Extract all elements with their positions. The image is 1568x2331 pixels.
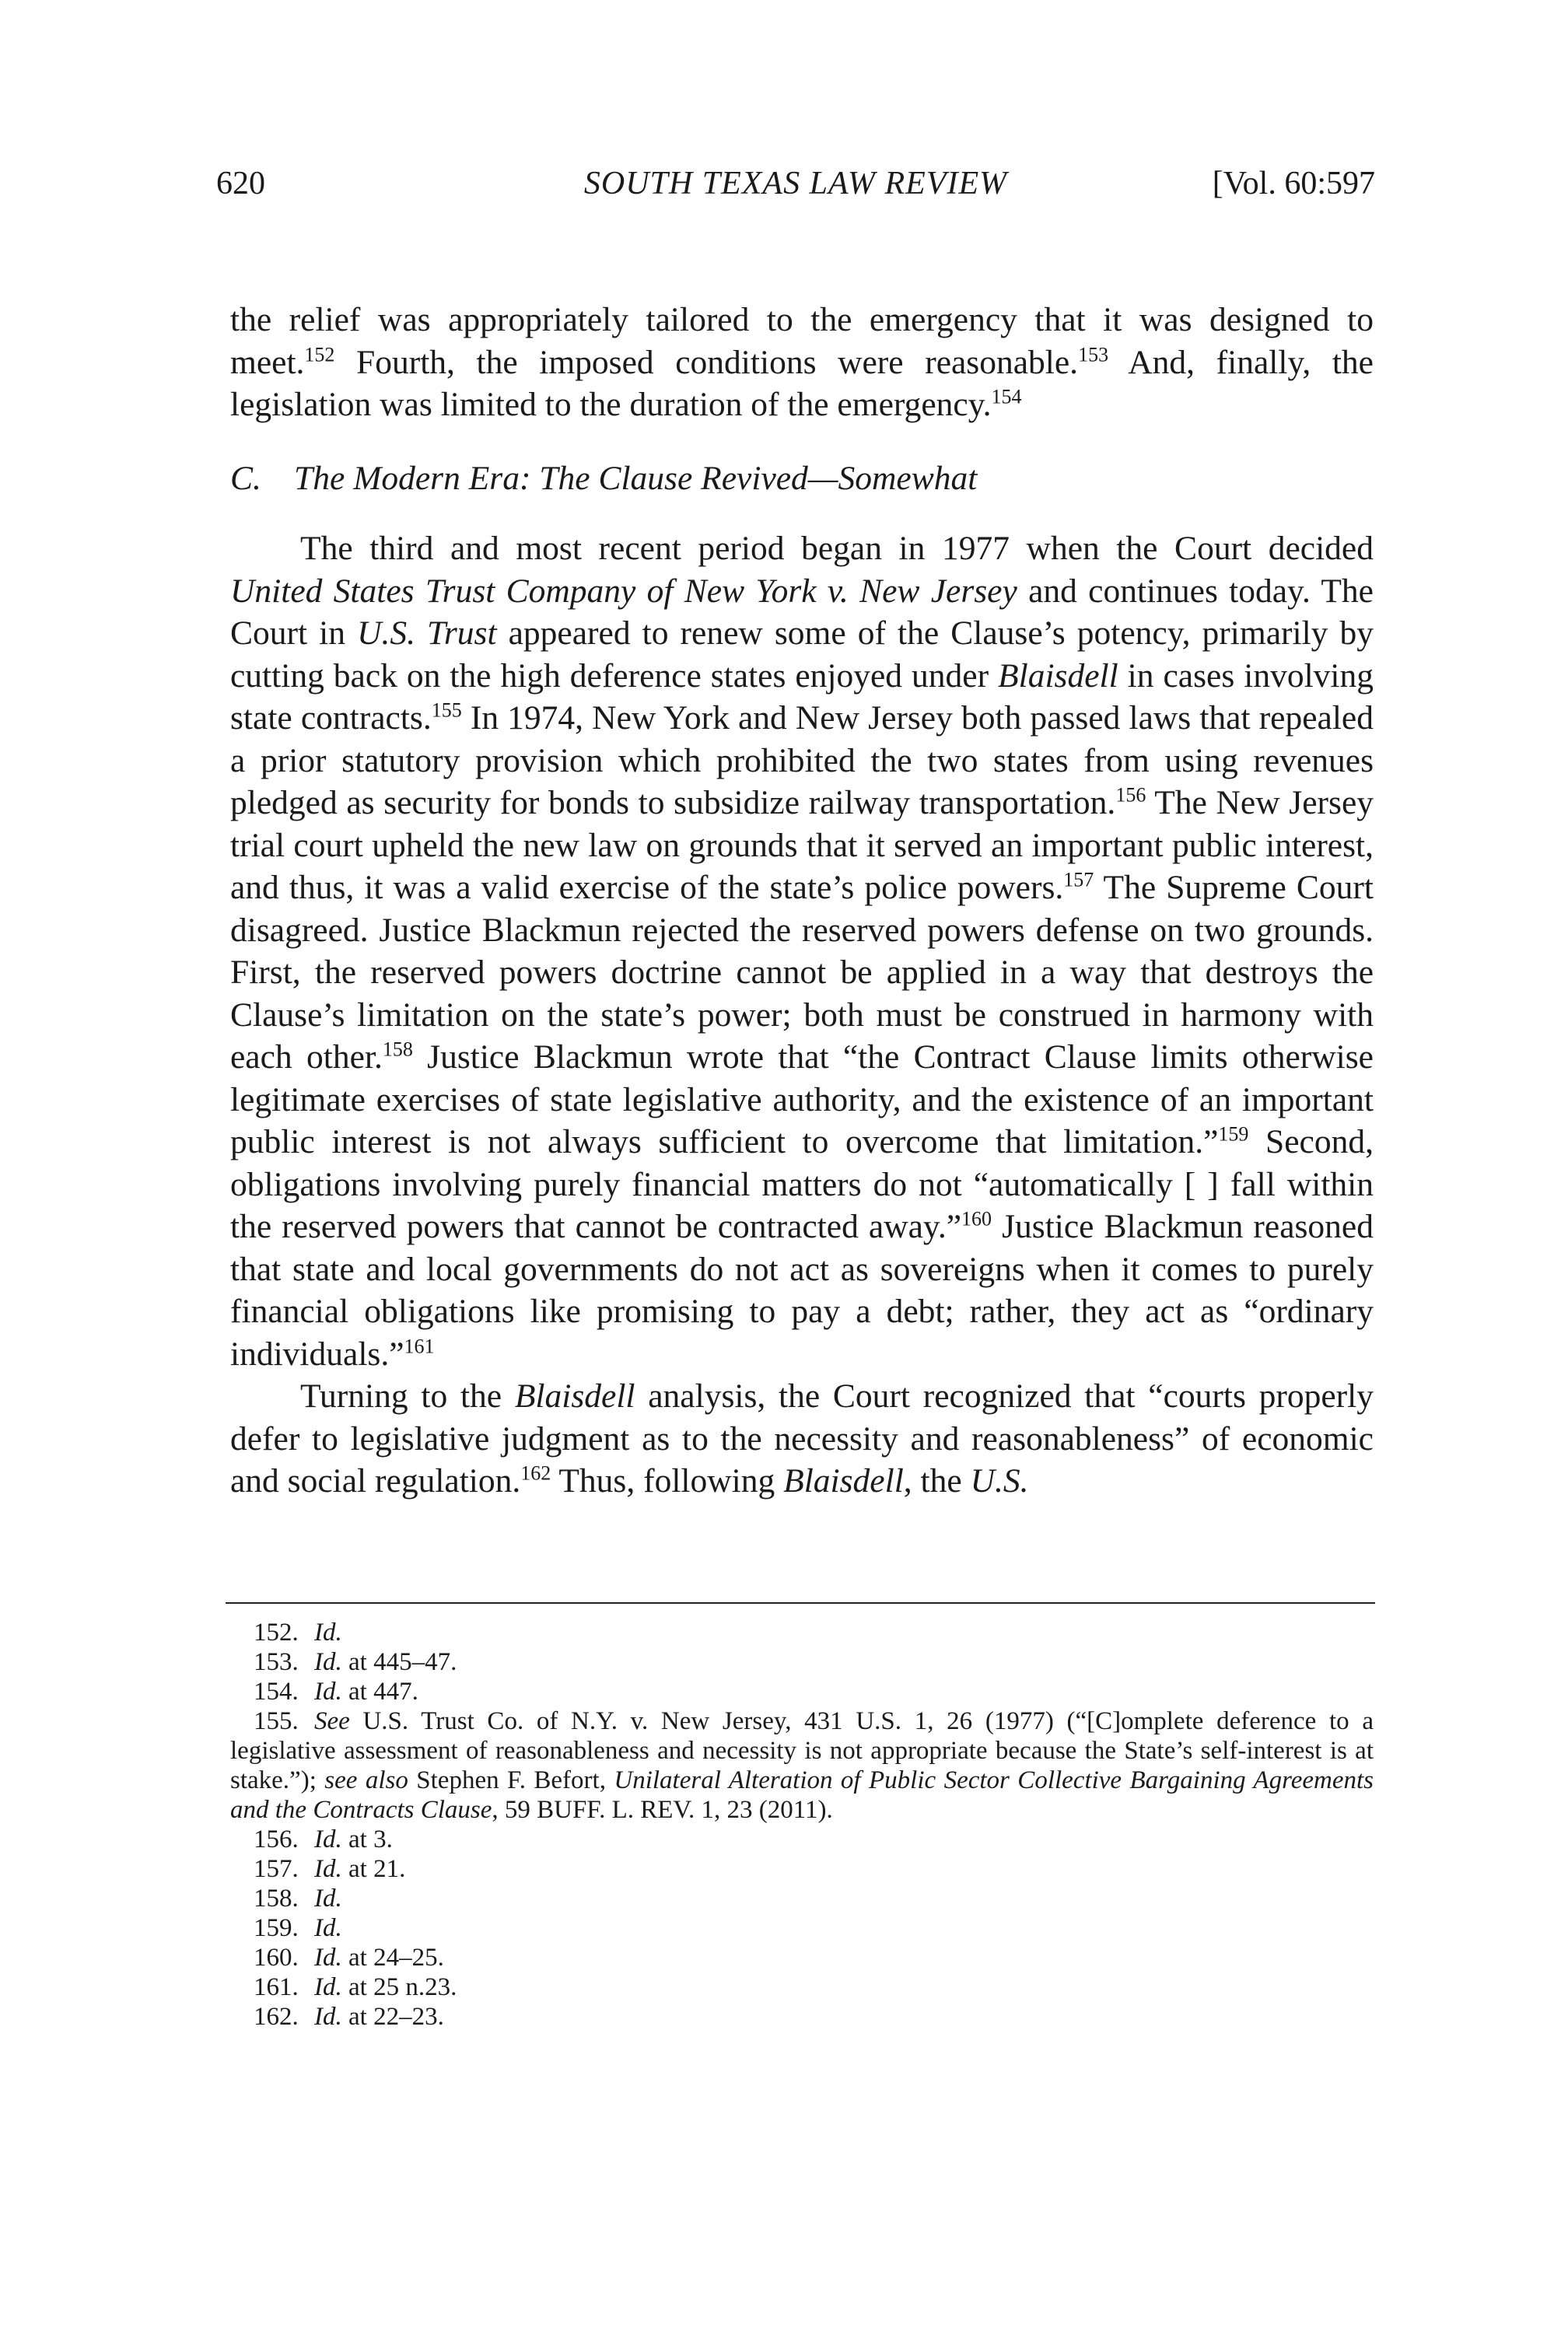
footnote-ref[interactable]: 159: [1218, 1122, 1249, 1146]
footnote-divider: [226, 1602, 1375, 1604]
footnote: 161. Id. at 25 n.23.: [254, 1973, 457, 2001]
footnote: 155. See U.S. Trust Co. of N.Y. v. New Jersey, 431 U.S. 1, 26 (1977) (“[C]omplete deference to a legislative assessment of reasonableness and necessity is not appropriate because the State’s self-interest is at stake.”); see also Stephen F. Befort, Unilateral Alteration of Public Sector Collective Bargaining Agreements and the Contracts Clause, 59 BUFF. L. REV. 1, 23 (2011).: [230, 1707, 1374, 1824]
footnote: 152. Id.: [254, 1619, 342, 1647]
footnote-ref[interactable]: 152: [304, 343, 335, 366]
footnote-ref[interactable]: 157: [1063, 868, 1094, 891]
footnote-ref[interactable]: 153: [1078, 343, 1109, 366]
footnote: 153. Id. at 445–47.: [254, 1648, 457, 1676]
paragraph: Turning to the Blaisdell analysis, the Court recognized that “courts properly defer to legislative judgment as to the necessity and reasonableness” of economic and social regulation.$^{162}$ Thus, following Blaisdell, the U.S.: [230, 1377, 1374, 1500]
footnotes: [230, 1618, 1374, 2032]
volume-citation: [Vol. 60:597: [1212, 166, 1375, 201]
footnote-ref[interactable]: 156: [1115, 783, 1146, 807]
journal-title: SOUTH TEXAS LAW REVIEW: [583, 166, 1008, 201]
page-number: 620: [216, 166, 265, 201]
running-header: [216, 165, 1375, 212]
footnote-ref[interactable]: 154: [991, 385, 1022, 408]
footnote-ref[interactable]: 161: [404, 1335, 435, 1357]
section-heading: [230, 457, 1374, 500]
main-text: [230, 299, 1374, 1503]
footnote-ref[interactable]: 158: [382, 1038, 413, 1061]
footnote: 159. Id.: [254, 1914, 342, 1942]
footnote: 160. Id. at 24–25.: [254, 1944, 444, 1972]
paragraph-continued: the relief was appropriately tailored to the emergency that it was designed to meet.$^{152}$ Fourth, the imposed conditions were reasonable.$^{153}$ And, finally, the legislation was limited to the duration of the emergency.$^{154}$: [230, 301, 1374, 423]
footnote: 162. Id. at 22–23.: [254, 2003, 444, 2031]
footnote: 158. Id.: [254, 1885, 342, 1913]
footnote-ref[interactable]: 162: [520, 1461, 551, 1485]
section-title: The Modern Era: The Clause Revived—Somewhat: [294, 459, 978, 497]
footnote-ref[interactable]: 155: [431, 698, 462, 722]
footnote-ref[interactable]: 160: [961, 1207, 992, 1230]
section-letter: C.: [230, 459, 261, 497]
footnote: 157. Id. at 21.: [254, 1855, 406, 1883]
paragraph: The third and most recent period began in 1977 when the Court decided United States Trust Company of New York v. New Jersey and continues today. The Court in U.S. Trust appeared to renew some of the Clause’s potency, primarily by cutting back on the high deference states enjoyed under Blaisdell in cases involving state contracts.$^{155}$ In 1974, New York and New Jersey both passed laws that repealed a prior statutory provision which prohibited the two states from using revenues pledged as security for bonds to subsidize railway transportation.$^{156}$ The New Jersey trial court upheld the new law on grounds that it served an important public interest, and thus, it was a valid exercise of the state’s police powers.$^{157}$ The Supreme Court disagreed. Justice Blackmun rejected the reserved powers defense on two grounds. First, the reserved powers doctrine cannot be applied in a way that destroys the Clause’s limitation on the state’s power; both must be construed in harmony with each other.$^{158}$ Justice Blackmun wrote that “the Contract Clause limits otherwise legitimate exercises of state legislative authority, and the existence of an important public interest is not always sufficient to overcome that limitation.”$^{159}$ Second, obligations involving purely financial matters do not “automatically [ ] fall within the reserved powers that cannot be contracted away.”$^{160}$ Justice Blackmun reasoned that state and local governments do not act as sovereigns when it comes to purely financial obligations like promising to pay a debt; rather, they act as “ordinary individuals.”$^{161}$: [230, 530, 1374, 1373]
footnote: 154. Id. at 447.: [254, 1678, 418, 1706]
footnote: 156. Id. at 3.: [254, 1825, 393, 1853]
